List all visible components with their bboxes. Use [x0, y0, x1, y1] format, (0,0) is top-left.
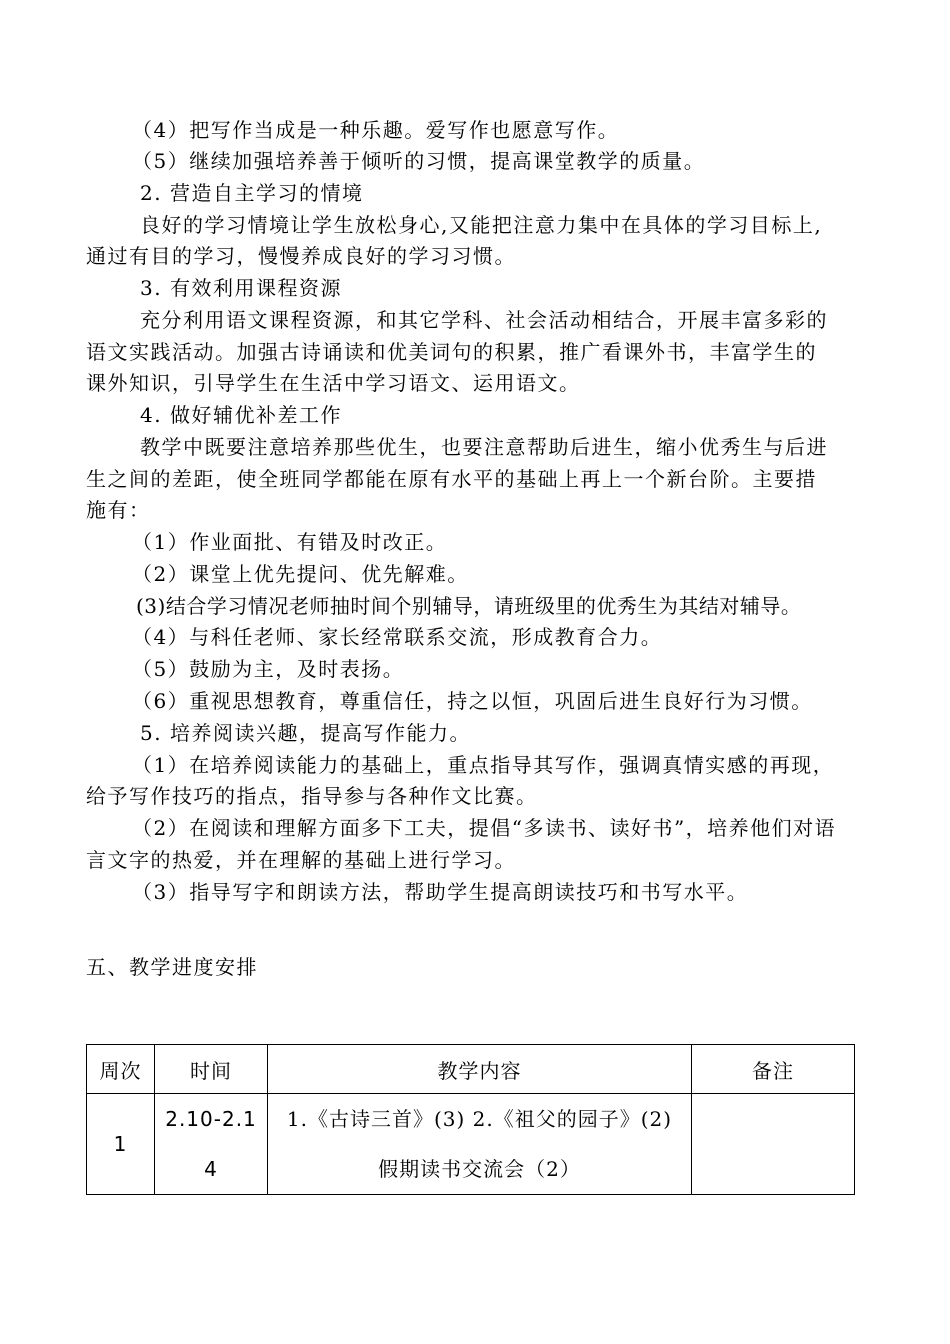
text-line: 5. 培养阅读兴趣，提高写作能力。 [140, 721, 471, 745]
text-line: 通过有目的学习，慢慢养成良好的学习习惯。 [86, 244, 516, 268]
text-line: （1）在培养阅读能力的基础上，重点指导其写作，强调真情实感的再现， [132, 753, 835, 777]
cell-time-line: 2.10-2.1 [165, 1107, 257, 1131]
text-line: （2）课堂上优先提问、优先解难。 [132, 562, 469, 586]
text-line: 充分利用语文课程资源，和其它学科、社会活动相结合，开展丰富多彩的 [140, 308, 828, 332]
text-line: （6）重视思想教育，尊重信任，持之以恒，巩固后进生良好行为习惯。 [132, 689, 813, 713]
cell-content [268, 1094, 692, 1195]
header-time: 时间 [155, 1045, 268, 1094]
header-week: 周次 [87, 1045, 155, 1094]
table-header-row [87, 1045, 855, 1094]
text-line: 给予写作技巧的指点，指导参与各种作文比赛。 [86, 784, 538, 808]
text-line: 施有： [86, 498, 151, 522]
text-line: (3)结合学习情况老师抽时间个别辅导，请班级里的优秀生为其结对辅导。 [136, 594, 802, 618]
text-line: （5）继续加强培养善于倾听的习惯，提高课堂教学的质量。 [132, 149, 706, 173]
cell-time-line: 4 [204, 1157, 218, 1181]
text-line: 4. 做好辅优补差工作 [140, 403, 342, 427]
cell-week: 1 [87, 1094, 155, 1195]
schedule-table [86, 1044, 855, 1195]
text-line: （2）在阅读和理解方面多下工夫，提倡“多读书、读好书”，培养他们对语 [132, 816, 837, 840]
text-line: （1）作业面批、有错及时改正。 [132, 530, 448, 554]
text-line: 教学中既要注意培养那些优生，也要注意帮助后进生，缩小优秀生与后进 [140, 435, 828, 459]
text-line: 言文字的热爱，并在理解的基础上进行学习。 [86, 848, 516, 872]
text-line: （4）把写作当成是一种乐趣。爱写作也愿意写作。 [132, 118, 620, 142]
header-note: 备注 [692, 1045, 855, 1094]
table-row [87, 1094, 855, 1195]
cell-note [692, 1094, 855, 1195]
text-line: （5）鼓励为主，及时表扬。 [132, 657, 405, 681]
section-heading: 五、教学进度安排 [86, 955, 258, 979]
text-line: 课外知识，引导学生在生活中学习语文、运用语文。 [86, 371, 581, 395]
text-line: 2. 营造自主学习的情境 [140, 181, 364, 205]
cell-content-line: 1.《古诗三首》(3) 2.《祖父的园子》(2) [286, 1107, 673, 1131]
text-line: 良好的学习情境让学生放松身心,又能把注意力集中在具体的学习目标上, [140, 213, 823, 237]
text-line: （3）指导写字和朗读方法，帮助学生提高朗读技巧和书写水平。 [132, 880, 749, 904]
text-line: 生之间的差距，使全班同学都能在原有水平的基础上再上一个新台阶。主要措 [86, 467, 817, 491]
cell-content-line: 假期读书交流会（2） [378, 1157, 581, 1181]
text-line: 语文实践活动。加强古诗诵读和优美词句的积累，推广看课外书，丰富学生的 [86, 340, 817, 364]
text-line: 3. 有效利用课程资源 [140, 276, 342, 300]
cell-time [155, 1094, 268, 1195]
text-line: （4）与科任老师、家长经常联系交流，形成教育合力。 [132, 625, 663, 649]
header-content: 教学内容 [268, 1045, 692, 1094]
